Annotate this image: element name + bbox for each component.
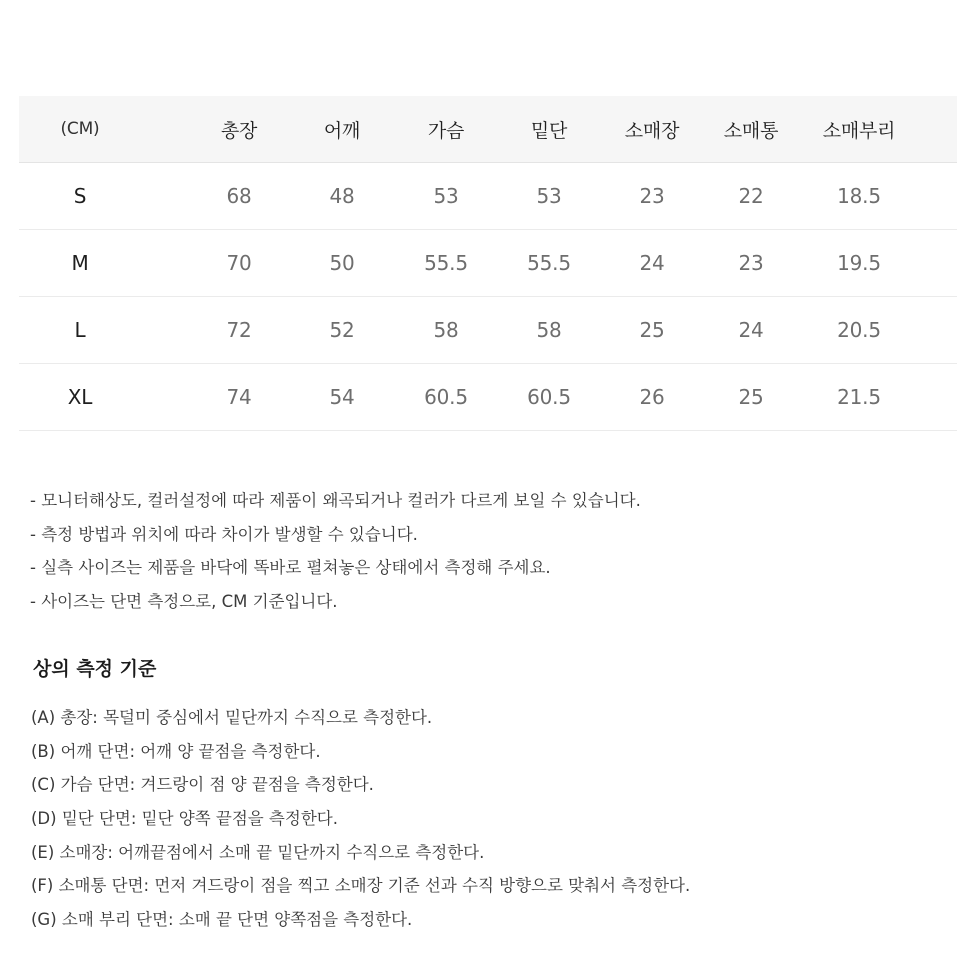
cell-shoulder: 48 xyxy=(329,184,355,208)
criteria-list xyxy=(31,706,690,942)
cell-hem: 53 xyxy=(536,184,562,208)
criteria-title: 상의 측정 기준 xyxy=(33,658,157,680)
cell-chest: 58 xyxy=(433,318,459,342)
table-row xyxy=(19,163,957,230)
cell-sleeve-width: 24 xyxy=(738,318,764,342)
criteria-item: (F) 소매통 단면: 먼저 겨드랑이 점을 찍고 소매장 기준 선과 수직 방향으로 맞춰서 측정한다. xyxy=(31,876,691,896)
table-row xyxy=(19,230,957,297)
cell-sleeve-length: 24 xyxy=(639,251,665,275)
cell-sleeve-width: 22 xyxy=(738,184,764,208)
header-cell-chest: 가슴 xyxy=(427,119,465,142)
cell-chest: 53 xyxy=(433,184,459,208)
cell-total-length: 74 xyxy=(226,385,252,409)
cell-hem: 58 xyxy=(536,318,562,342)
header-cell-sleeve-width: 소매통 xyxy=(723,119,779,142)
note-item: - 모니터해상도, 컬러설정에 따라 제품이 왜곡되거나 컬러가 다르게 보일 수 있습니다. xyxy=(30,491,641,510)
table-row xyxy=(19,297,957,364)
table-row xyxy=(19,364,957,431)
header-cell-hem: 밑단 xyxy=(530,119,568,142)
cell-sleeve-opening: 18.5 xyxy=(837,184,881,208)
criteria-item: (C) 가슴 단면: 겨드랑이 점 양 끝점을 측정한다. xyxy=(31,775,374,795)
notes-list xyxy=(30,489,641,623)
cell-sleeve-length: 26 xyxy=(639,385,665,409)
cell-chest: 60.5 xyxy=(424,385,468,409)
note-item: - 실측 사이즈는 제품을 바닥에 똑바로 펼쳐놓은 상태에서 측정해 주세요. xyxy=(30,558,551,577)
cell-chest: 55.5 xyxy=(424,251,468,275)
cell-shoulder: 50 xyxy=(329,251,355,275)
cell-total-length: 70 xyxy=(226,251,252,275)
cell-size-label: XL xyxy=(67,385,93,409)
note-item: - 사이즈는 단면 측정으로, CM 기준입니다. xyxy=(30,591,338,611)
cell-shoulder: 54 xyxy=(329,385,355,409)
header-cell-sleeve-opening: 소매부리 xyxy=(822,119,896,142)
size-table xyxy=(19,96,957,431)
header-cell-shoulder: 어깨 xyxy=(323,119,361,142)
table-header-row xyxy=(19,96,957,163)
criteria-item: (A) 총장: 목덜미 중심에서 밑단까지 수직으로 측정한다. xyxy=(31,708,433,727)
cell-sleeve-width: 23 xyxy=(738,251,764,275)
cell-total-length: 68 xyxy=(226,184,252,208)
cell-hem: 55.5 xyxy=(527,251,571,275)
cell-size-label: L xyxy=(74,318,86,342)
cell-sleeve-width: 25 xyxy=(738,385,764,409)
cell-shoulder: 52 xyxy=(329,318,355,342)
cell-sleeve-opening: 21.5 xyxy=(837,385,881,409)
criteria-item: (G) 소매 부리 단면: 소매 끝 단면 양쪽점을 측정한다. xyxy=(31,910,413,930)
cell-hem: 60.5 xyxy=(527,385,571,409)
cell-size-label: M xyxy=(71,251,89,275)
cell-total-length: 72 xyxy=(226,318,252,342)
cell-sleeve-opening: 20.5 xyxy=(837,318,881,342)
cell-sleeve-opening: 19.5 xyxy=(837,251,881,275)
cell-size-label: S xyxy=(73,184,87,208)
header-cell-sleeve-length: 소매장 xyxy=(624,119,680,142)
criteria-item: (E) 소매장: 어깨끝점에서 소매 끝 밑단까지 수직으로 측정한다. xyxy=(31,842,485,862)
criteria-item: (B) 어깨 단면: 어깨 양 끝점을 측정한다. xyxy=(31,741,321,761)
header-cell-size-label: (CM) xyxy=(60,119,100,139)
criteria-item: (D) 밑단 단면: 밑단 양쪽 끝점을 측정한다. xyxy=(31,809,338,829)
note-item: - 측정 방법과 위치에 따라 차이가 발생할 수 있습니다. xyxy=(30,524,418,544)
header-cell-total-length: 총장 xyxy=(220,119,258,142)
cell-sleeve-length: 25 xyxy=(639,318,665,342)
cell-sleeve-length: 23 xyxy=(639,184,665,208)
